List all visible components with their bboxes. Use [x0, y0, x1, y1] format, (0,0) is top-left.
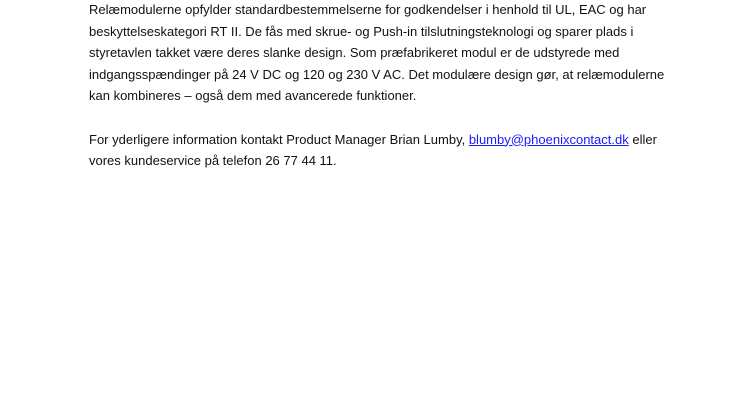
text-line: beskyttelseskategori RT II. De fås med skrue- og Push-in tilslutningsteknologi og sparer plads i [89, 23, 634, 39]
text-line: kan kombineres – også dem med avancerede funktioner. [89, 88, 417, 104]
paragraph-spacer [89, 107, 669, 129]
email-link[interactable]: blumby@phoenixcontact.dk [468, 131, 629, 147]
text-line: Relæmodulerne opfylder standardbestemmelserne for godkendelser i henhold til UL, EAC og har [89, 2, 647, 17]
text-line: indgangsspændinger på 24 V DC og 120 og 230 V AC. Det modulære design gør, at relæmodulerne [89, 66, 665, 82]
contact-text: For yderligere information kontakt Product Manager Brian Lumby, [89, 131, 469, 147]
paragraph-contact-info [89, 129, 669, 172]
document-body [89, 0, 669, 172]
text-line: styretavlen takket være deres slanke design. Som præfabrikeret modul er de udstyrede med [89, 45, 620, 61]
contact-text-after: eller [628, 131, 657, 147]
paragraph-product-description [89, 0, 669, 107]
text-line [89, 129, 669, 151]
text-line: vores kundeservice på telefon 26 77 44 11. [89, 153, 337, 169]
